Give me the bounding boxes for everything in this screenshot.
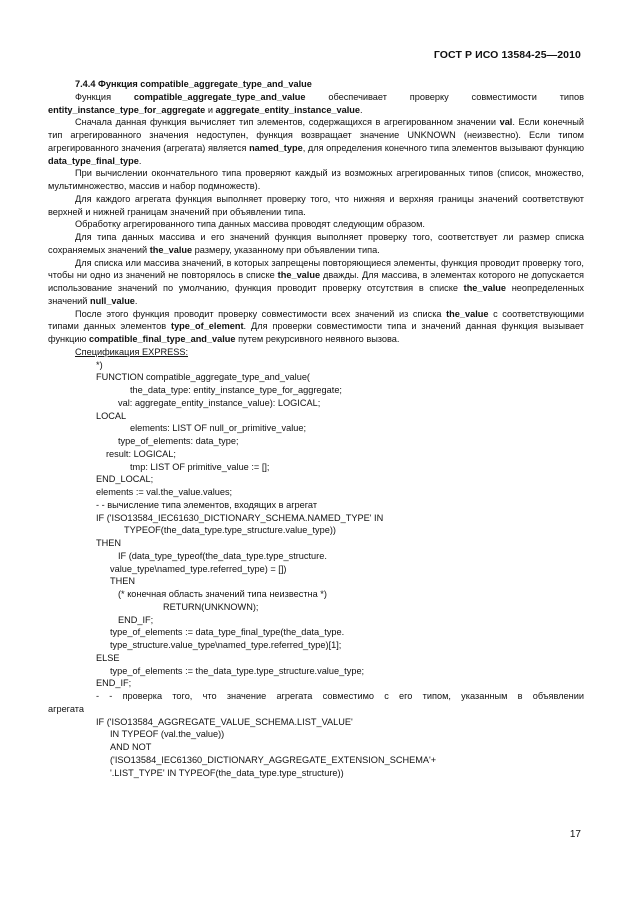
body-paragraph xyxy=(48,116,584,167)
code-line: tmp: LIST OF primitive_value := []; xyxy=(130,461,270,472)
body-paragraph xyxy=(48,193,584,219)
body-paragraph xyxy=(48,167,584,193)
page-number: 17 xyxy=(569,829,581,840)
code-line: END_IF; xyxy=(118,614,154,625)
code-line: AND NOT xyxy=(110,742,152,752)
code-line: val: aggregate_entity_instance_value): LOGICAL; xyxy=(118,397,321,408)
code-line: TYPEOF(the_data_type.type_structure.value_type)) xyxy=(124,525,336,536)
paragraph-text: Для списка или массива значений, в которых запрещены повторяющиеся элементы, функция проводит проверку того, чтобы ни одно из значений не повторялось в списке xyxy=(48,257,584,281)
identifier-text: compatible_final_type_and_value xyxy=(88,334,236,344)
identifier-text: aggregate_entity_instance_value xyxy=(215,104,361,115)
code-line: IF (data_type_typeof(the_data_type.type_structure. xyxy=(118,550,327,561)
paragraph-text: Обработку агрегированного типа данных массива проводят следующим образом. xyxy=(75,219,425,230)
code-line: THEN xyxy=(110,576,136,587)
identifier-text: data_type_final_type xyxy=(48,155,139,166)
section-body xyxy=(48,91,584,346)
body-paragraph xyxy=(48,257,584,308)
paragraph-text: . Если конечный тип агрегированного значения недоступен, функция возвращает значение UNKNOWN (неизвестно). Если типом агрегированного значения (агрегата) является xyxy=(48,117,584,153)
identifier-text: entity_instance_type_for_aggregate xyxy=(48,104,206,115)
paragraph-text: . xyxy=(360,104,363,115)
body-paragraph xyxy=(48,218,584,231)
code-line: - - проверка того, что значение агрегата совместимо с его типом, указанным в объявлении xyxy=(96,691,584,701)
code-line: агрегата xyxy=(48,703,84,714)
identifier-text: the_value xyxy=(149,244,193,255)
paragraph-text: и xyxy=(205,104,216,115)
paragraph-text: дважды. Для массива, в элементах которого не допускается использование значений по умолчанию, функция проводит проверку отсутствия в списке xyxy=(48,270,584,293)
paragraph-text: Функция xyxy=(75,91,134,102)
code-line: IN TYPEOF (val.the_value)) xyxy=(110,729,225,740)
code-line: elements := val.the_value.values; xyxy=(96,487,233,497)
identifier-text: the_value xyxy=(463,283,507,293)
body-paragraph xyxy=(48,231,584,257)
body-paragraph xyxy=(48,308,584,346)
code-line: *) xyxy=(96,359,103,370)
code-line: IF ('ISO13584_AGGREGATE_VALUE_SCHEMA.LIST_VALUE' xyxy=(96,716,353,727)
paragraph-text: , для определения конечного типа элементов вызывают функцию xyxy=(302,142,584,153)
identifier-text: the_value xyxy=(446,308,489,319)
code-line: - - вычисление типа элементов, входящих в агрегат xyxy=(96,499,318,510)
document-standard-header: ГОСТ Р ИСО 13584-25—2010 xyxy=(433,49,581,61)
code-line: type_structure.value_type\named_type.referred_type)[1]; xyxy=(110,640,342,650)
identifier-text: the_value xyxy=(277,270,321,281)
code-line: '.LIST_TYPE' IN TYPEOF(the_data_type.type_structure)) xyxy=(110,767,344,778)
identifier-text: type_of_element xyxy=(171,321,244,332)
code-line: ('ISO13584_IEC61360_DICTIONARY_AGGREGATE_EXTENSION_SCHEMA'+ xyxy=(110,754,437,765)
code-line: END_IF; xyxy=(96,678,132,689)
code-line: value_type\named_type.referred_type) = []) xyxy=(110,563,287,574)
paragraph-text: . Для проверки совместимости типа и значений данная функция вызывает функцию xyxy=(48,321,584,344)
paragraph-text: Для каждого агрегата функция выполняет проверку того, что нижняя и верхняя границы значений соответствуют верхней и нижней границам значений при объявлении типа. xyxy=(48,193,584,217)
code-line: END_LOCAL; xyxy=(96,474,154,485)
express-spec-label: Спецификация EXPRESS: xyxy=(75,346,189,357)
paragraph-text: обеспечивает проверку совместимости типов xyxy=(305,91,584,102)
section-heading: 7.4.4 Функция compatible_aggregate_type_and_value xyxy=(75,79,312,89)
code-line: FUNCTION compatible_aggregate_type_and_value( xyxy=(96,372,310,383)
paragraph-text: . xyxy=(138,155,142,166)
identifier-text: val xyxy=(499,117,513,128)
code-line: RETURN(UNKNOWN); xyxy=(163,601,259,612)
code-line: type_of_elements := data_type_final_type(the_data_type. xyxy=(110,627,345,638)
paragraph-text: путем рекурсивного неявного вызова. xyxy=(235,334,400,344)
code-line: (* конечная область значений типа неизвестна *) xyxy=(118,589,327,599)
paragraph-text: Сначала данная функция вычисляет тип элементов, содержащихся в агрегированном значении xyxy=(75,117,500,128)
body-paragraph xyxy=(48,91,584,117)
paragraph-text: При вычислении окончательного типа проверяют каждый из возможных агрегированных типов (список, множество, мультимножество, массив и набор подмножеств). xyxy=(48,168,584,191)
code-line: THEN xyxy=(96,538,122,548)
page-content xyxy=(48,78,584,779)
code-line: type_of_elements: data_type; xyxy=(118,436,239,446)
identifier-text: null_value xyxy=(89,295,135,306)
code-line: result: LOGICAL; xyxy=(106,448,176,459)
paragraph-text: Для типа данных массива и его значений функция выполняет проверку того, соответствует ли размер списка сохраняемых значений xyxy=(48,232,584,255)
code-line: ELSE xyxy=(96,652,120,663)
code-line: type_of_elements := the_data_type.type_structure.value_type; xyxy=(110,665,365,676)
express-code-block xyxy=(48,359,584,780)
code-line: IF ('ISO13584_IEC61630_DICTIONARY_SCHEMA.NAMED_TYPE' IN xyxy=(96,512,384,523)
paragraph-text: с соответствующими типами данных элементов xyxy=(48,308,584,332)
paragraph-text: . xyxy=(134,295,138,306)
paragraph-text: После этого функция проводит проверку совместимости всех значений из списка xyxy=(75,308,447,319)
identifier-text: compatible_aggregate_type_and_value xyxy=(133,91,306,102)
paragraph-text: размеру, указанному при объявлении типа. xyxy=(192,244,380,255)
code-line: elements: LIST OF null_or_primitive_value; xyxy=(130,423,307,434)
code-line: the_data_type: entity_instance_type_for_aggregate; xyxy=(130,385,342,395)
code-line: LOCAL xyxy=(96,410,127,421)
identifier-text: named_type xyxy=(249,142,303,153)
paragraph-text: неопределенных значений xyxy=(48,283,584,306)
